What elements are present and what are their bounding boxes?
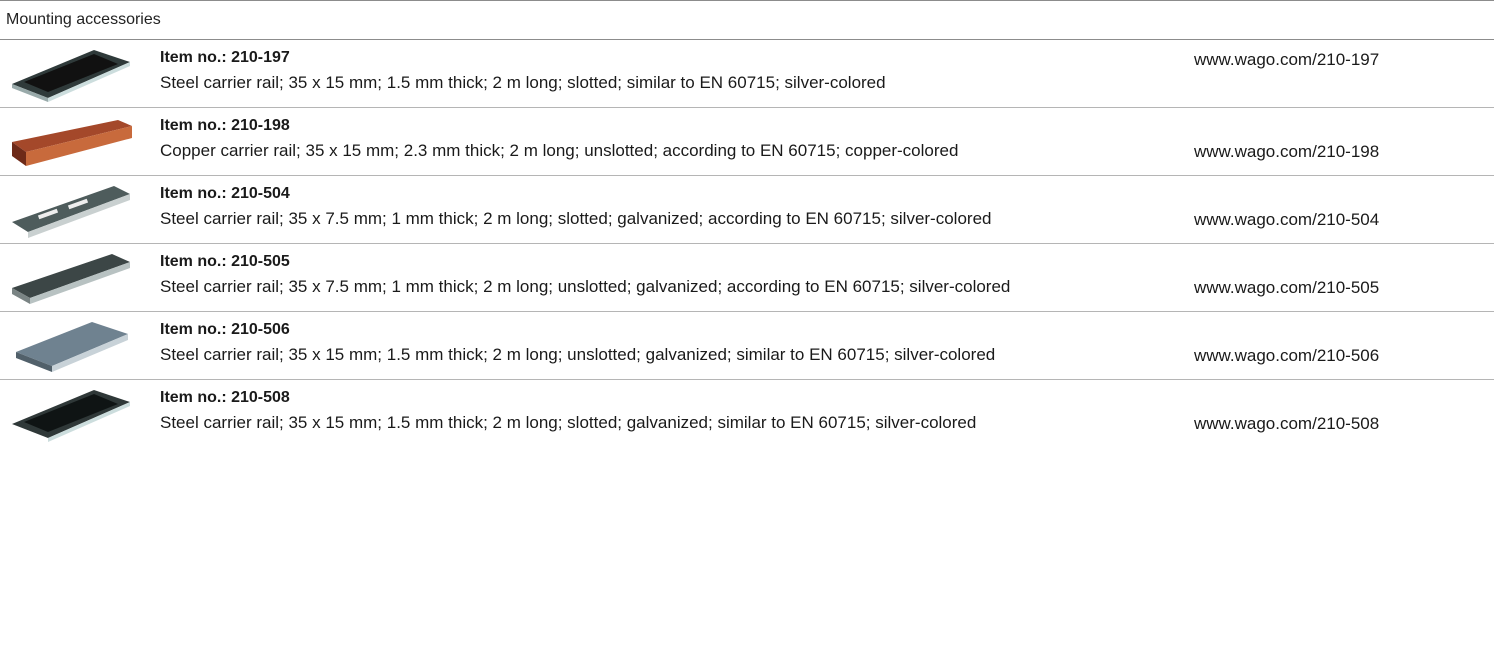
product-link[interactable]: www.wago.com/210-197 <box>1194 50 1380 69</box>
list-item <box>0 40 1494 108</box>
product-link[interactable]: www.wago.com/210-504 <box>1194 210 1380 229</box>
item-number: Item no.: 210-508 <box>160 389 290 406</box>
list-item <box>0 380 1494 448</box>
list-item <box>0 312 1494 380</box>
product-link[interactable]: www.wago.com/210-198 <box>1194 142 1380 161</box>
list-item <box>0 176 1494 244</box>
list-item <box>0 244 1494 312</box>
galvanized-rail-icon <box>8 316 134 376</box>
item-number: Item no.: 210-505 <box>160 253 290 270</box>
product-link[interactable]: www.wago.com/210-508 <box>1194 414 1380 433</box>
product-link[interactable]: www.wago.com/210-506 <box>1194 346 1380 365</box>
steel-rail-icon <box>8 248 134 308</box>
item-description: Copper carrier rail; 35 x 15 mm; 2.3 mm thick; 2 m long; unslotted; according to EN 60715; copper-colored <box>160 141 959 160</box>
list-item <box>0 108 1494 176</box>
section-title: Mounting accessories <box>0 0 1494 40</box>
item-number: Item no.: 210-198 <box>160 117 290 134</box>
steel-rail-dark-icon <box>8 44 134 104</box>
item-description: Steel carrier rail; 35 x 15 mm; 1.5 mm thick; 2 m long; slotted; similar to EN 60715; silver-colored <box>160 73 886 92</box>
item-description: Steel carrier rail; 35 x 7.5 mm; 1 mm thick; 2 m long; unslotted; galvanized; according to EN 60715; silver-colored <box>160 277 1011 296</box>
item-number: Item no.: 210-506 <box>160 321 290 338</box>
slotted-rail-icon <box>8 180 134 240</box>
item-number: Item no.: 210-504 <box>160 185 290 202</box>
item-description: Steel carrier rail; 35 x 7.5 mm; 1 mm thick; 2 m long; slotted; galvanized; according to EN 60715; silver-colored <box>160 209 992 228</box>
item-description: Steel carrier rail; 35 x 15 mm; 1.5 mm thick; 2 m long; unslotted; galvanized; similar to EN 60715; silver-colored <box>160 345 996 364</box>
product-link[interactable]: www.wago.com/210-505 <box>1194 278 1380 297</box>
item-number: Item no.: 210-197 <box>160 49 290 66</box>
copper-rail-icon <box>8 112 134 172</box>
steel-rail-dark-icon <box>8 384 134 444</box>
item-description: Steel carrier rail; 35 x 15 mm; 1.5 mm thick; 2 m long; slotted; galvanized; similar to EN 60715; silver-colored <box>160 413 977 432</box>
